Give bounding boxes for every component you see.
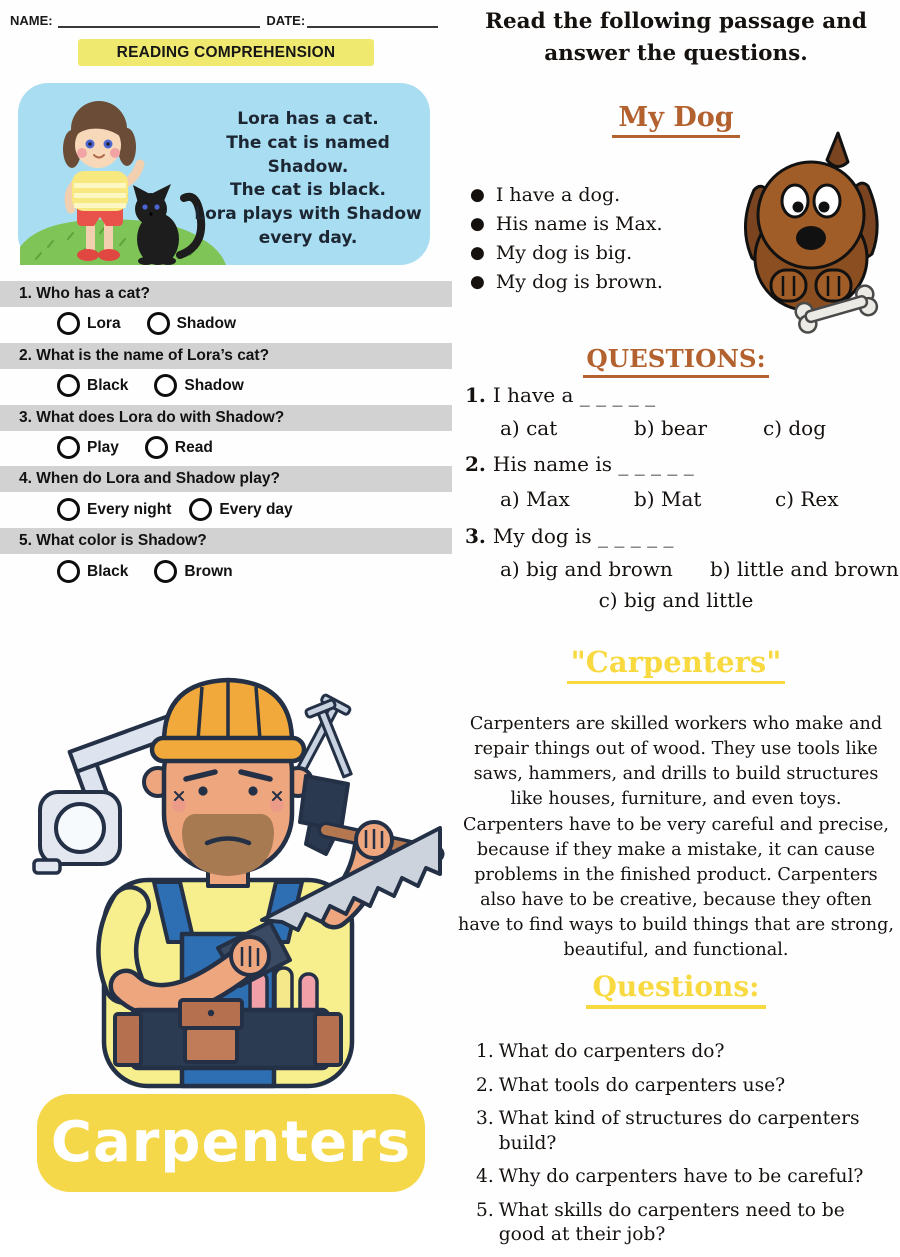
list-item	[476, 1074, 894, 1099]
answer-choice[interactable]: a) Max	[500, 487, 570, 511]
radio-button[interactable]	[154, 374, 177, 397]
question-1-text: 1. Who has a cat?	[0, 281, 452, 307]
dog-passage-title: My Dog	[612, 102, 739, 138]
bullet-icon: ●	[470, 271, 485, 292]
name-blank-line[interactable]	[58, 14, 261, 28]
answer-choice[interactable]: b) bear	[634, 416, 708, 440]
question-4-text: 4. When do Lora and Shadow play?	[0, 466, 452, 492]
option-label: Every night	[87, 500, 172, 518]
list-item	[470, 238, 663, 267]
question-1-options	[57, 311, 236, 336]
list-item	[476, 1107, 894, 1156]
answer-choice[interactable]: a) cat	[500, 416, 558, 440]
bullet-text: His name is Max.	[495, 212, 663, 235]
radio-button[interactable]	[147, 312, 170, 335]
question-number: 1.	[476, 1041, 494, 1062]
passage-line: every day.	[258, 227, 358, 248]
bullet-text: I have a dog.	[495, 183, 621, 206]
question-text: My dog is _ _ _ _ _	[492, 524, 674, 548]
question-number: 4.	[476, 1166, 494, 1188]
question-text: I have a _ _ _ _ _	[492, 383, 656, 407]
passage-line: The cat is black.	[230, 180, 386, 201]
radio-button[interactable]	[57, 374, 80, 397]
dog-question-3	[465, 524, 673, 548]
radio-button[interactable]	[57, 498, 80, 521]
list-item	[476, 1165, 894, 1190]
date-blank-line[interactable]	[307, 14, 438, 28]
dog-questions-heading-row	[452, 344, 900, 378]
dog-bullet-list	[470, 180, 663, 296]
carpenters-questions-heading: Questions:	[586, 970, 765, 1009]
carpenters-banner: Carpenters	[37, 1094, 425, 1192]
bullet-text: My dog is brown.	[495, 270, 663, 293]
answer-choice[interactable]: b) little and brown	[710, 557, 899, 581]
instruction-heading: Read the following passage and answer the questions.	[485, 9, 867, 67]
option-label: Lora	[87, 314, 121, 332]
question-number: 5.	[476, 1199, 494, 1221]
list-item	[470, 180, 663, 209]
dog-questions-heading: QUESTIONS:	[583, 344, 768, 378]
passage-box	[18, 83, 430, 265]
reading-comprehension-title: READING COMPREHENSION	[78, 39, 374, 66]
question-number: 2.	[465, 452, 486, 476]
answer-choice[interactable]: c) Rex	[775, 487, 839, 511]
radio-button[interactable]	[57, 312, 80, 335]
dog-illustration	[735, 130, 887, 326]
dog-question-1	[465, 383, 655, 407]
question-text: What skills do carpenters need to be good at their job?	[498, 1199, 845, 1246]
question-text: His name is _ _ _ _ _	[492, 452, 694, 476]
question-number: 3.	[476, 1108, 494, 1130]
answer-choice[interactable]: c) big and little	[598, 588, 754, 612]
question-text: What kind of structures do carpenters build?	[498, 1108, 860, 1154]
dog-question-2	[465, 452, 694, 476]
bullet-text: My dog is big.	[495, 241, 633, 264]
question-2-text: 2. What is the name of Lora’s cat?	[0, 343, 452, 369]
question-4-options	[57, 497, 293, 522]
option-label: Shadow	[184, 376, 244, 394]
question-text: What do carpenters do?	[498, 1041, 725, 1062]
question-text: Why do carpenters have to be careful?	[498, 1166, 864, 1188]
option-label: Play	[87, 438, 119, 456]
question-5-text: 5. What color is Shadow?	[0, 528, 452, 554]
carpenters-questions-heading-row	[452, 970, 900, 1009]
question-3-options	[57, 435, 213, 460]
bullet-icon: ●	[470, 213, 485, 234]
option-label: Black	[87, 562, 129, 580]
list-item	[476, 1040, 894, 1065]
radio-button[interactable]	[189, 498, 212, 521]
answer-choice-row	[452, 588, 900, 612]
carpenters-passage: Carpenters are skilled workers who make and repair things out of wood. They use tools like saws, hammers, and drills to build structures like houses, furniture, and even toys. Carpenters have to be very careful and precise, because if they make a mistake, it can cause problems in the finished product. Carpenters also have to be creative, because they often have to find ways to build things that are strong, beautiful, and functional.	[458, 714, 894, 961]
option-label: Read	[174, 438, 213, 456]
radio-button[interactable]	[57, 560, 80, 583]
radio-button[interactable]	[154, 560, 177, 583]
date-label: DATE:	[266, 13, 306, 28]
question-text: What tools do carpenters use?	[498, 1074, 786, 1096]
question-number: 3.	[465, 524, 486, 548]
carpenters-question-list	[476, 1040, 894, 1257]
question-3-text: 3. What does Lora do with Shadow?	[0, 405, 452, 431]
answer-choice[interactable]: c) dog	[763, 416, 827, 440]
option-label: Black	[87, 376, 129, 394]
passage-line: Lora has a cat.	[237, 109, 379, 129]
carpenter-illustration	[12, 642, 440, 1088]
answer-choice[interactable]: a) big and brown	[500, 557, 673, 581]
question-2-options	[57, 373, 244, 398]
list-item	[470, 267, 663, 296]
question-number: 1.	[465, 383, 486, 407]
option-label: Every day	[219, 500, 293, 518]
question-5-options	[57, 559, 233, 584]
carpenters-title-row	[452, 645, 900, 684]
carpenters-passage-title: "Carpenters"	[567, 645, 786, 684]
passage-line: Lora plays with Shadow	[194, 204, 422, 225]
bullet-icon: ●	[470, 184, 485, 205]
radio-button[interactable]	[57, 436, 80, 459]
passage-line: The cat is named Shadow.	[226, 132, 390, 177]
name-date-row	[10, 13, 438, 28]
list-item	[476, 1199, 894, 1248]
passage-text	[190, 108, 426, 251]
option-label: Shadow	[176, 314, 237, 332]
option-label: Brown	[184, 562, 233, 580]
list-item	[470, 209, 663, 238]
question-number: 2.	[476, 1074, 494, 1096]
bullet-icon: ●	[470, 242, 485, 263]
radio-button[interactable]	[145, 436, 168, 459]
name-label: NAME:	[10, 13, 53, 28]
answer-choice[interactable]: b) Mat	[634, 487, 702, 511]
